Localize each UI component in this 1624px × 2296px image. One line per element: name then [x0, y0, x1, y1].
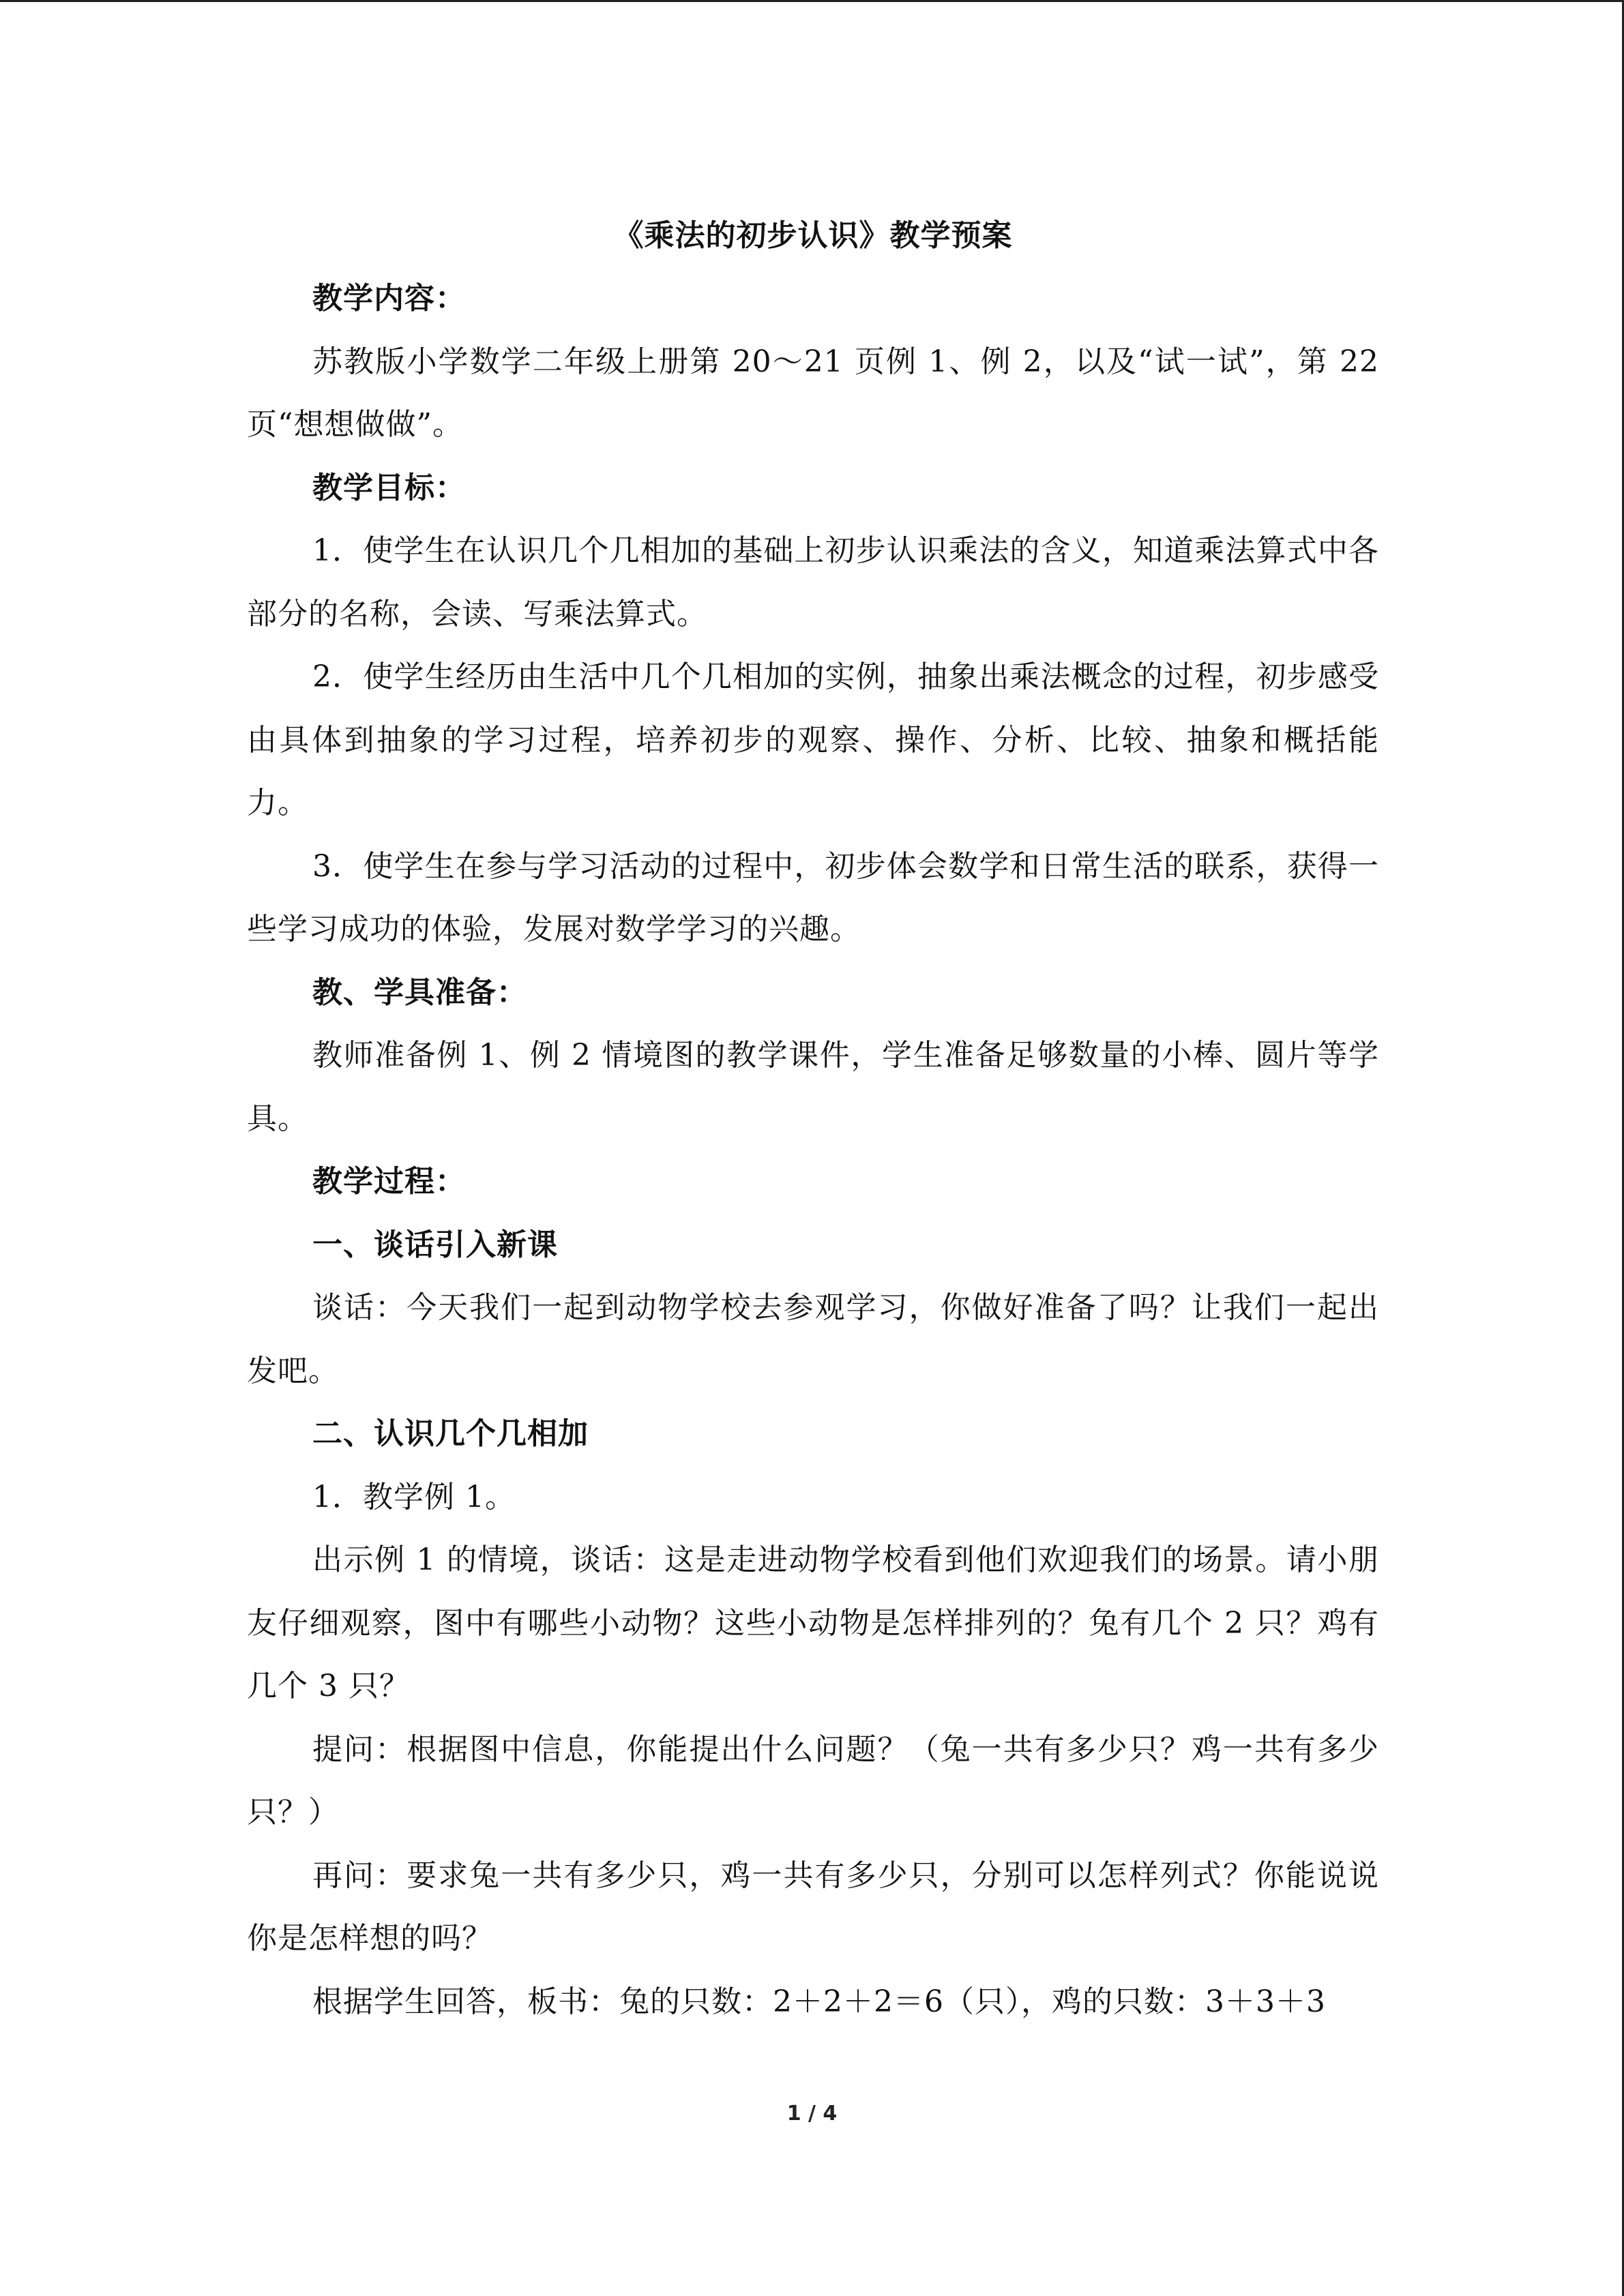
paragraph-preparation: 教师准备例 1、例 2 情境图的教学课件，学生准备足够数量的小棒、圆片等学具。	[247, 1038, 1379, 1136]
section-heading-content: 教学内容：	[312, 281, 466, 316]
paragraph-scene: 出示例 1 的情境，谈话：这是走进动物学校看到他们欢迎我们的场景。请小朋友仔细观察，图中有哪些小动物？这些小动物是怎样排列的？兔有几个 2 只？鸡有几个 3 只？	[247, 1542, 1379, 1703]
paragraph-example-1: 1．教学例 1。	[312, 1479, 516, 1515]
paragraph-goal-2: 2．使学生经历由生活中几个几相加的实例，抽象出乘法概念的过程，初步感受由具体到抽象的学习过程，培养初步的观察、操作、分析、比较、抽象和概括能力。	[247, 659, 1379, 820]
subheading-introduction: 一、谈话引入新课	[312, 1227, 558, 1262]
paragraph-blackboard: 根据学生回答，板书：兔的只数：2＋2＋2＝6（只），鸡的只数：3＋3＋3	[312, 1984, 1326, 2019]
subheading-addition: 二、认识几个几相加	[312, 1416, 589, 1451]
paragraph-question: 提问：根据图中信息，你能提出什么问题？（兔一共有多少只？鸡一共有多少只？）	[247, 1731, 1379, 1830]
section-heading-preparation: 教、学具准备：	[312, 974, 527, 1010]
paragraph-goal-1: 1．使学生在认识几个几相加的基础上初步认识乘法的含义，知道乘法算式中各部分的名称，会读、写乘法算式。	[247, 533, 1379, 631]
paragraph-goal-3: 3．使学生在参与学习活动的过程中，初步体会数学和日常生活的联系，获得一些学习成功的体验，发展对数学学习的兴趣。	[247, 848, 1379, 946]
section-heading-process: 教学过程：	[312, 1164, 466, 1199]
page-number: 1 / 4	[786, 2102, 838, 2126]
document-title: 《乘法的初步认识》教学预案	[613, 218, 1013, 253]
page-top-border	[0, 0, 1624, 2]
document-body	[247, 205, 1379, 2033]
paragraph-content: 苏教版小学数学二年级上册第 20～21 页例 1、例 2，以及“试一试”，第 22 页“想想做做”。	[247, 344, 1379, 442]
section-heading-goals: 教学目标：	[312, 470, 466, 505]
paragraph-introduction: 谈话：今天我们一起到动物学校去参观学习，你做好准备了吗？让我们一起出发吧。	[247, 1290, 1379, 1388]
paragraph-followup: 再问：要求兔一共有多少只，鸡一共有多少只，分别可以怎样列式？你能说说你是怎样想的吗？	[247, 1858, 1379, 1956]
